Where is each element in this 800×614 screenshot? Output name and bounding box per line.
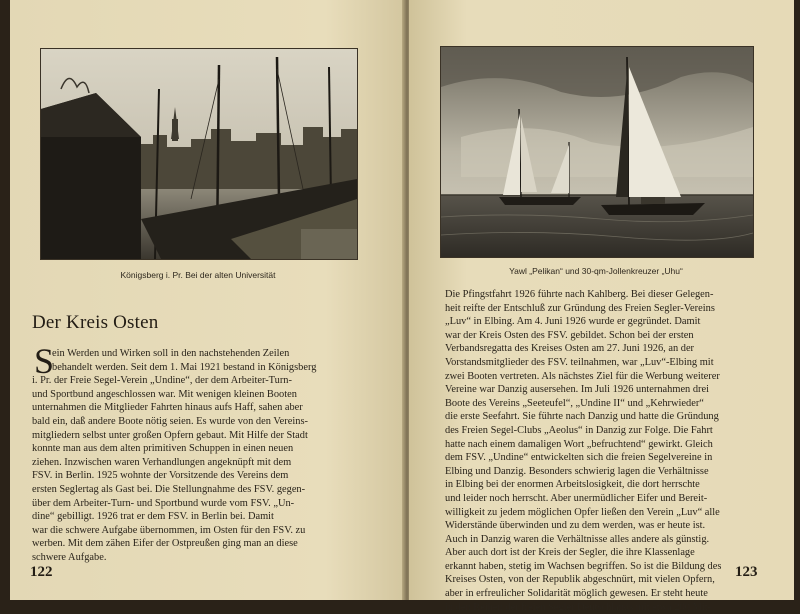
text-line: ein Werden und Wirken soll in den nachstehenden Zeilen xyxy=(52,348,290,359)
photo-caption: Yawl „Pelikan“ und 30-qm-Jollenkreuzer „Uhu“ xyxy=(509,266,683,276)
text-line: zwei Booten vertreten. Als nächstes Ziel für die Werbung weiterer xyxy=(445,370,720,382)
text-line: in Elbing bei der enormen Arbeitslosigkeit, die dort herrschte xyxy=(445,479,700,491)
text-line: war die schwere Aufgabe übernommen, im Osten für den FSV. zu xyxy=(32,524,306,536)
chapter-heading: Der Kreis Osten xyxy=(32,312,159,333)
text-line: hatte nach einem damaligen Wort „befruchtend“ gewirkt. Gleich xyxy=(445,438,713,450)
right-body-text xyxy=(445,288,765,614)
text-line: heit reifte der Entschluß zur Gründung des Freien Segler-Vereins xyxy=(445,302,715,314)
page-number: 123 xyxy=(735,564,758,580)
text-line: Auch in Danzig waren die Verhältnisse alles andere als günstig. xyxy=(445,533,710,545)
text-line: des Freien Segel-Clubs „Aeolus“ in Danzig zur Folge. Die Fahrt xyxy=(445,424,713,436)
harbor-photo xyxy=(40,48,358,260)
text-line: dine“ gebilligt. 1926 trat er dem FSV. in Berlin bei. Damit xyxy=(32,511,274,523)
text-line: und leider noch herrscht. Aber unermüdlicher Eifer und Bereit- xyxy=(445,492,708,504)
text-line: schwere Aufgabe. xyxy=(32,551,107,563)
text-line: Verbandsregatta des Kreises Osten am 27. Juni 1926, an der xyxy=(445,343,695,355)
text-line: erkannt haben, stetig im Wachsen begriffen. So ist die Bildung des xyxy=(445,560,722,572)
text-line: in den Reihen der freien Segler Deutschlands mit etwa 200 Mit- xyxy=(445,601,712,613)
text-line: aber in erfreulicher Solidarität möglich gewesen. Er steht heute xyxy=(445,588,708,600)
text-line: „Luv“ in Elbing. Am 4. Juni 1926 wurde er gegründet. Damit xyxy=(445,316,701,328)
left-body-text xyxy=(32,347,362,565)
text-line: Kreises Osten, von der Republik abgeschnürt, mit vielen Opfern, xyxy=(445,574,715,586)
text-line: Widerstände überwinden und zu dem werden, was er heute ist. xyxy=(445,520,706,532)
text-line: werben. Mit dem zähen Eifer der Ostpreußen ging man an diese xyxy=(32,538,298,550)
text-line: die erste Seefahrt. Sie führte nach Danzig und hatte die Gründung xyxy=(445,411,719,423)
text-line: FSV. in Berlin. 1925 wohnte der Vorsitzende des Vereins dem xyxy=(32,470,289,482)
text-line: und Sportbund angeschlossen war. Mit wenigen kleinen Booten xyxy=(32,388,297,400)
text-line: dem FSV. „Undine“ entwickelten sich die freien Segelvereine in xyxy=(445,452,713,464)
text-line: mitgliedern selbst unter großen Opfern gebaut. Mit Hilfe der Stadt xyxy=(32,429,308,441)
text-line: Die Pfingstfahrt 1926 führte nach Kahlberg. Bei dieser Gelegen- xyxy=(445,289,714,300)
text-line: ziehen. Inzwischen waren Verhandlungen angeknüpft mit dem xyxy=(32,456,292,468)
text-line: war der Kreis Osten des FSV. gebildet. Schon bei der ersten xyxy=(445,329,694,341)
text-line: Boote des Vereins „Seeteufel“, „Undine II“ und „Kehrwieder“ xyxy=(445,397,704,409)
text-line: konnte man aus dem alten primitiven Schuppen in einen neuen xyxy=(32,443,294,455)
text-line: über dem Arbeiter-Turn- und Sportbund wurde vom FSV. „Un- xyxy=(32,497,295,509)
drop-cap: S xyxy=(34,341,55,381)
text-line: behandelt werden. Seit dem 1. Mai 1921 bestand in Königsberg xyxy=(52,361,317,373)
text-line: Elbing und Danzig. Besonders schwierig lagen die Verhältnisse xyxy=(445,465,709,477)
text-line: i. Pr. der Freie Segel-Verein „Undine“, der dem Arbeiter-Turn- xyxy=(32,375,292,387)
text-line: unternahmen die Mitglieder Fahrten hinaus aufs Haff, sahen aber xyxy=(32,402,303,414)
right-page xyxy=(409,0,794,613)
text-line: ersten Seglertag als Gast bei. Die Stellungnahme des FSV. gegen- xyxy=(32,483,306,495)
left-page xyxy=(10,0,405,600)
text-line: willigkeit zu jedem möglichen Opfer ließen den Verein „Luv“ alle xyxy=(445,506,720,518)
text-line: Vereine war Danzig ausersehen. Im Juli 1926 unternahmen drei xyxy=(445,384,710,396)
photo-caption: Königsberg i. Pr. Bei der alten Universität xyxy=(120,270,276,280)
text-line: bald ein, daß andere Boote nötig seien. Es wurde von den Vereins- xyxy=(32,415,308,427)
text-line: Vorstandsmitglieder des FSV. teilnahmen, war „Luv“-Elbing mit xyxy=(445,356,714,368)
sailboats-photo xyxy=(440,46,754,258)
page-number: 122 xyxy=(30,564,53,580)
text-line: Aber auch dort ist der Kreis der Segler, die ihre Klassenlage xyxy=(445,547,695,559)
